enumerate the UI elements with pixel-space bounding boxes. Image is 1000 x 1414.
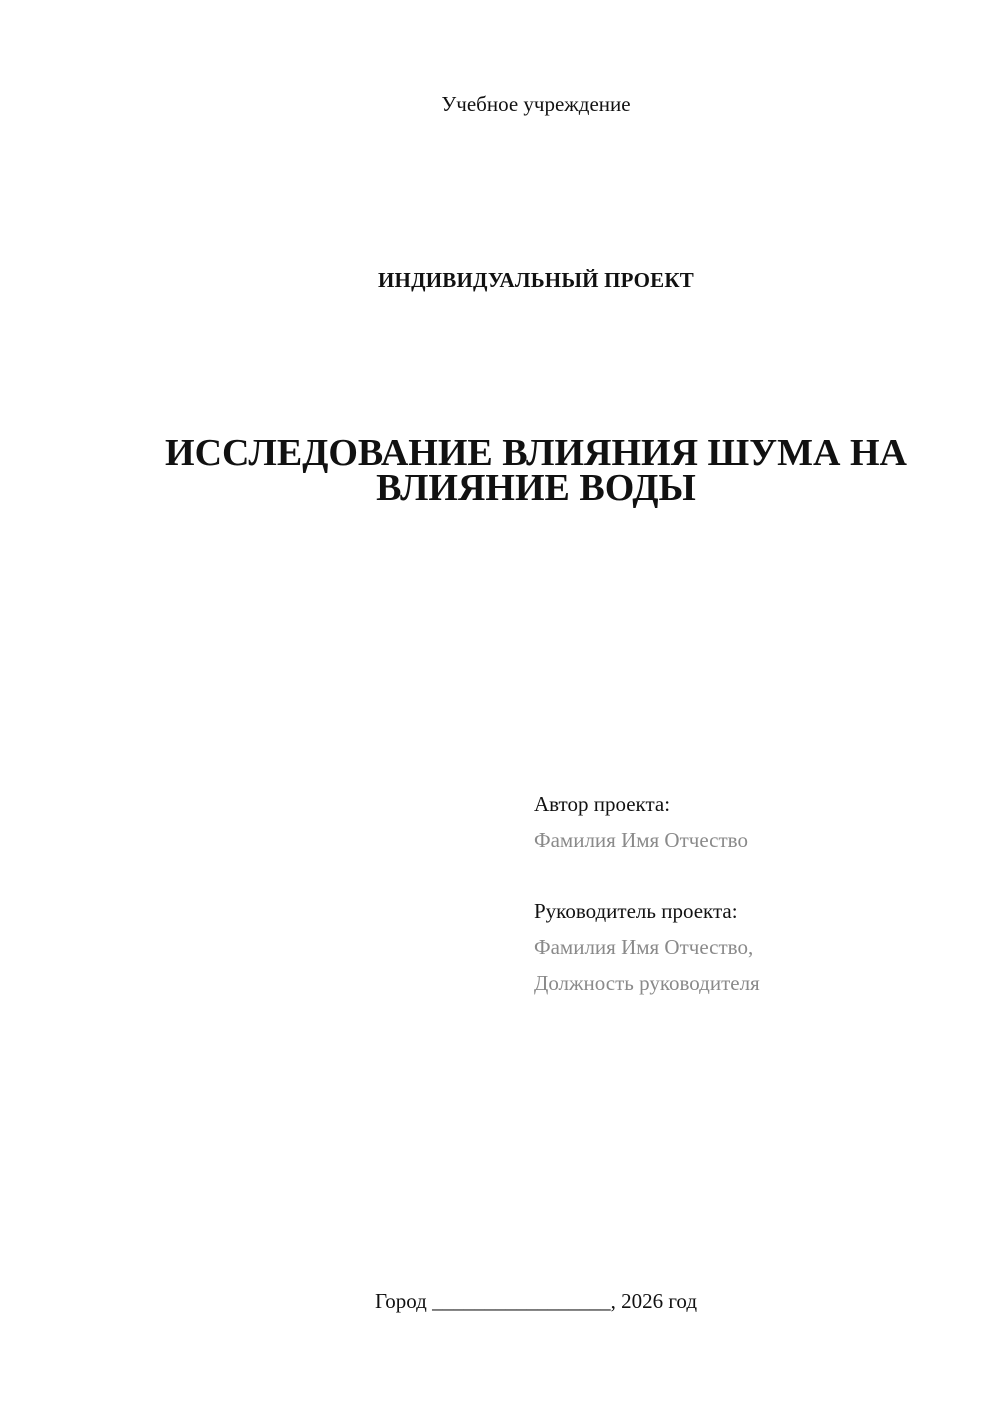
project-type-heading: ИНДИВИДУАЛЬНЫЙ ПРОЕКТ: [378, 268, 694, 292]
institution-name: Учебное учреждение: [441, 92, 631, 116]
project-title-line-2: ВЛИЯНИЕ ВОДЫ: [376, 467, 696, 509]
project-title-line-1: ИССЛЕДОВАНИЕ ВЛИЯНИЯ ШУМА НА: [165, 432, 907, 474]
supervisor-block: [534, 893, 760, 1001]
supervisor-position: Должность руководителя: [534, 971, 760, 995]
city-year-footer: Город _________________, 2026 год: [374, 1289, 698, 1313]
author-label: Автор проекта:: [534, 792, 671, 816]
author-block: [534, 786, 748, 858]
supervisor-name: Фамилия Имя Отчество,: [534, 935, 754, 959]
author-name: Фамилия Имя Отчество: [534, 828, 748, 852]
supervisor-label: Руководитель проекта:: [534, 899, 738, 923]
project-title: [100, 432, 972, 509]
